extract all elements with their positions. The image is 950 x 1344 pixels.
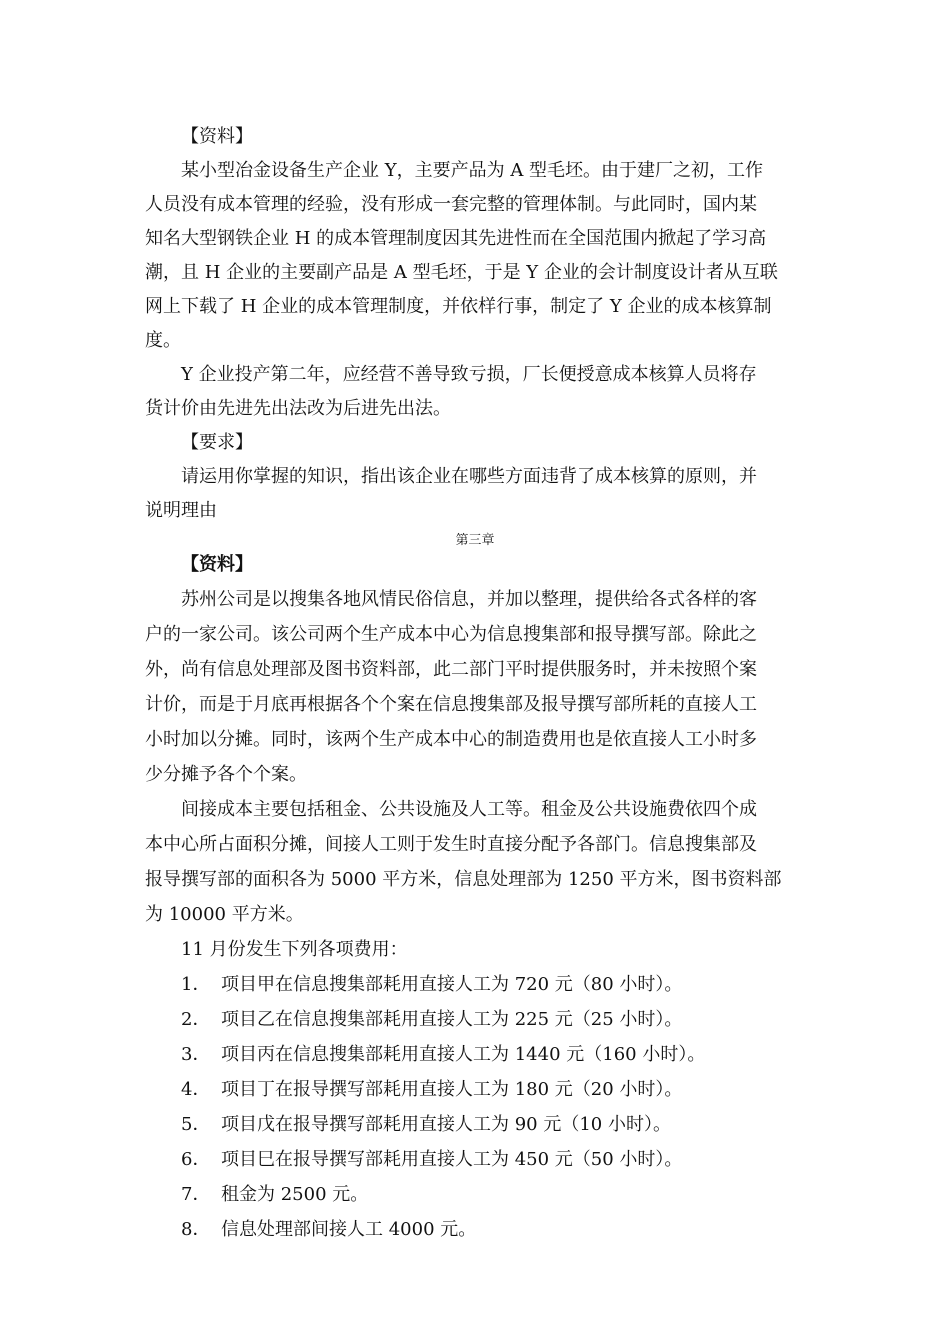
paragraph-line: 小时加以分摊。同时，该两个生产成本中心的制造费用也是依直接人工小时多 <box>145 729 757 750</box>
paragraph-line: 少分摊予各个个案。 <box>145 764 307 785</box>
document-body <box>145 120 805 1247</box>
list-item-number: 4． <box>181 1079 211 1100</box>
list-item-text: 信息处理部间接人工 4000 元。 <box>221 1219 477 1240</box>
paragraph-line: 某小型冶金设备生产企业 Y，主要产品为 A 型毛坯。由于建厂之初，工作 <box>181 160 764 181</box>
paragraph <box>145 792 805 932</box>
list-item <box>145 1212 805 1247</box>
paragraph <box>145 358 805 426</box>
paragraph-line: 网上下载了 H 企业的成本管理制度，并依样行事，制定了 Y 企业的成本核算制 <box>145 296 772 317</box>
list-item-number: 3． <box>181 1044 211 1065</box>
list-item <box>145 1107 805 1142</box>
list-item <box>145 1037 805 1072</box>
list-item-number: 5． <box>181 1114 211 1135</box>
paragraph <box>145 460 805 528</box>
section-heading-requirement: 【要求】 <box>181 432 253 453</box>
paragraph-line: 间接成本主要包括租金、公共设施及人工等。租金及公共设施费依四个成 <box>181 799 757 820</box>
list-item <box>145 1177 805 1212</box>
section-heading-material: 【资料】 <box>181 126 253 147</box>
paragraph-line: Y 企业投产第二年，应经营不善导致亏损，厂长便授意成本核算人员将存 <box>181 364 757 385</box>
paragraph-line: 知名大型钢铁企业 H 的成本管理制度因其先进性而在全国范围内掀起了学习高 <box>145 228 767 249</box>
expense-list <box>145 967 805 1247</box>
list-item-text: 项目丙在信息搜集部耗用直接人工为 1440 元（160 小时）。 <box>221 1044 706 1065</box>
paragraph-line: 说明理由 <box>145 500 217 521</box>
list-item <box>145 1142 805 1177</box>
list-item <box>145 1002 805 1037</box>
list-intro: 11 月份发生下列各项费用： <box>181 939 408 960</box>
paragraph-line: 货计价由先进先出法改为后进先出法。 <box>145 398 451 419</box>
list-item-text: 项目乙在信息搜集部耗用直接人工为 225 元（25 小时）。 <box>221 1009 683 1030</box>
paragraph-line: 苏州公司是以搜集各地风情民俗信息，并加以整理，提供给各式各样的客 <box>181 589 757 610</box>
list-item-text: 项目丁在报导撰写部耗用直接人工为 180 元（20 小时）。 <box>221 1079 683 1100</box>
paragraph <box>145 154 805 358</box>
paragraph-line: 报导撰写部的面积各为 5000 平方米，信息处理部为 1250 平方米，图书资料部 <box>145 869 782 890</box>
paragraph-line: 外，尚有信息处理部及图书资料部，此二部门平时提供服务时，并未按照个案 <box>145 659 757 680</box>
paragraph-line: 户的一家公司。该公司两个生产成本中心为信息搜集部和报导撰写部。除此之 <box>145 624 757 645</box>
list-item <box>145 967 805 1002</box>
paragraph-line: 潮，且 H 企业的主要副产品是 A 型毛坯，于是 Y 企业的会计制度设计者从互联 <box>145 262 778 283</box>
list-item-text: 项目甲在信息搜集部耗用直接人工为 720 元（80 小时）。 <box>221 974 683 995</box>
paragraph-line: 请运用你掌握的知识，指出该企业在哪些方面违背了成本核算的原则，并 <box>181 466 757 487</box>
list-item-number: 7． <box>181 1184 211 1205</box>
paragraph-line: 度。 <box>145 330 181 351</box>
paragraph <box>145 932 805 967</box>
paragraph <box>145 582 805 792</box>
section-heading-material: 【资料】 <box>181 554 253 575</box>
paragraph-line: 人员没有成本管理的经验，没有形成一套完整的管理体制。与此同时，国内某 <box>145 194 757 215</box>
paragraph-line: 为 10000 平方米。 <box>145 904 304 925</box>
list-item-text: 项目戊在报导撰写部耗用直接人工为 90 元（10 小时）。 <box>221 1114 671 1135</box>
list-item-number: 1． <box>181 974 211 995</box>
paragraph-line: 计价，而是于月底再根据各个个案在信息搜集部及报导撰写部所耗的直接人工 <box>145 694 757 715</box>
list-item-number: 8． <box>181 1219 211 1240</box>
list-item-number: 2． <box>181 1009 211 1030</box>
list-item <box>145 1072 805 1107</box>
list-item-text: 项目巳在报导撰写部耗用直接人工为 450 元（50 小时）。 <box>221 1149 683 1170</box>
list-item-number: 6． <box>181 1149 211 1170</box>
paragraph-line: 本中心所占面积分摊，间接人工则于发生时直接分配予各部门。信息搜集部及 <box>145 834 757 855</box>
list-item-text: 租金为 2500 元。 <box>221 1184 369 1205</box>
chapter-title: 第三章 <box>455 533 495 548</box>
